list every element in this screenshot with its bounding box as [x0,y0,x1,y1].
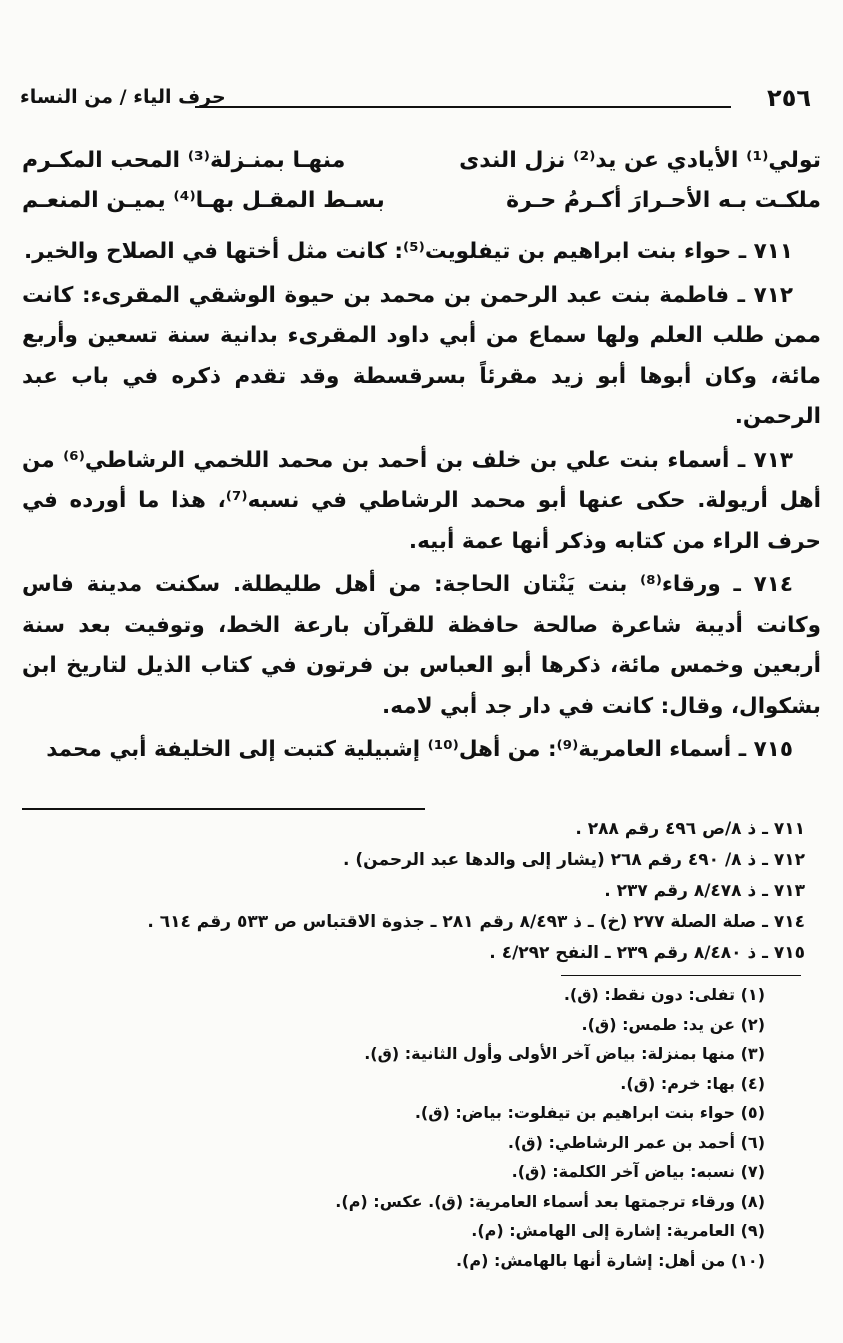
verse-hemistich-left: منهـا بمنـزلة⁽³⁾ المحب المكـرم [22,148,346,173]
source-line: ٧١٥ ـ ذ ٨/٤٨٠ رقم ٢٣٩ ـ النفح ٤/٢٩٢ . [489,943,805,963]
entry-714: ٧١٤ ـ ورقاء⁽⁸⁾ بنت يَنْتان الحاجة: من أهل طليطلة. سكنت مدينة فاس وكانت أديبة شاعرة صالحة حافظة للقرآن بارعة الخط، وتوفيت بعد سنة أربعين وخمس مائة، ذكرها أبو العباس بن فرتون في كتاب الذيل لتاريخ ابن بشكوال، وقال: كانت في دار جد أبي لامه. [22,572,821,719]
footnote: (٢) عن يد: طمس: (ق). [581,1014,765,1034]
source-references [15,814,805,969]
page-number: ٢٥٦ [767,84,811,112]
notes-separator [561,975,801,976]
verse-hemistich-left: بسـط المقـل بهـا⁽⁴⁾ يميـن المنعـم [22,188,385,213]
footnote-separator [22,808,425,810]
verse-hemistich-right: تولي⁽¹⁾ الأيادي عن يد⁽²⁾ نزل الندى [459,148,821,173]
entry-713: ٧١٣ ـ أسماء بنت علي بن خلف بن أحمد بن محمد اللخمي الرشاطي⁽⁶⁾ من أهل أريولة. حكى عنها أبو محمد الرشاطي في نسبه⁽⁷⁾، هذا ما أورده في حرف الراء من كتابه وذكر أنها عمة أبيه. [22,447,821,554]
entry-715: ٧١٥ ـ أسماء العامرية⁽⁹⁾: من أهل⁽¹⁰⁾ إشبيلية كتبت إلى الخليفة أبي محمد [46,737,793,762]
source-line: ٧١١ ـ ذ ٨/ص ٤٩٦ رقم ٢٨٨ . [575,819,805,839]
footnote: (١٠) من أهل: إشارة أنها بالهامش: (م). [455,1250,765,1270]
verse-line [22,148,821,182]
footnote: (٩) العامرية: إشارة إلى الهامش: (م). [471,1221,765,1240]
header-rule [195,106,731,108]
footnote: (٥) حواء بنت ابراهيم بن تيفلوت: بياض: (ق). [414,1103,765,1122]
verse-line [22,188,821,222]
footnote: (٦) أحمد بن عمر الرشاطي: (ق). [507,1132,765,1152]
verse-hemistich-right: ملكـت بـه الأحـرارَ أكـرمُ حـرة [506,188,821,213]
running-title: حرف الياء / من النساء [20,86,226,108]
main-text [22,232,821,774]
footnote: (٤) بها: خرم: (ق). [620,1073,765,1093]
footnote: (٨) ورقاء ترجمتها بعد أسماء العامرية: (ق). عكس: (م). [335,1191,765,1211]
entry-712: ٧١٢ ـ فاطمة بنت عبد الرحمن بن محمد بن حيوة الوشقي المقرىء: كانت ممن طلب العلم ولها سماع من أبي داود المقرىء بدانية سنة تسعين وأربع مائة، وكان أبوها أبو زيد مقرئاً بسرقسطة وقد تقدم ذكره في باب عبد الرحمن. [22,282,821,429]
footnote: (١) تفلى: دون نقط: (ق). [563,985,765,1004]
footnotes [65,980,765,1275]
source-line: ٧١٤ ـ صلة الصلة ٢٧٧ (خ) ـ ذ ٨/٤٩٣ رقم ٢٨١ ـ جذوة الاقتباس ص ٥٣٣ رقم ٦١٤ . [147,912,805,932]
entry-711: ٧١١ ـ حواء بنت ابراهيم بن تيفلويت⁽⁵⁾: كانت مثل أختها في الصلاح والخير. [24,239,793,264]
footnote: (٧) نسبه: بياض آخر الكلمة: (ق). [511,1162,765,1181]
footnote: (٣) منها بمنزلة: بياض آخر الأولى وأول الثانية: (ق). [364,1044,765,1063]
source-line: ٧١٣ ـ ذ ٨/٤٧٨ رقم ٢٣٧ . [604,881,805,901]
running-header [20,84,811,114]
source-line: ٧١٢ ـ ذ ٨/ ٤٩٠ رقم ٢٦٨ (يشار إلى والدها عبد الرحمن) . [343,850,805,870]
